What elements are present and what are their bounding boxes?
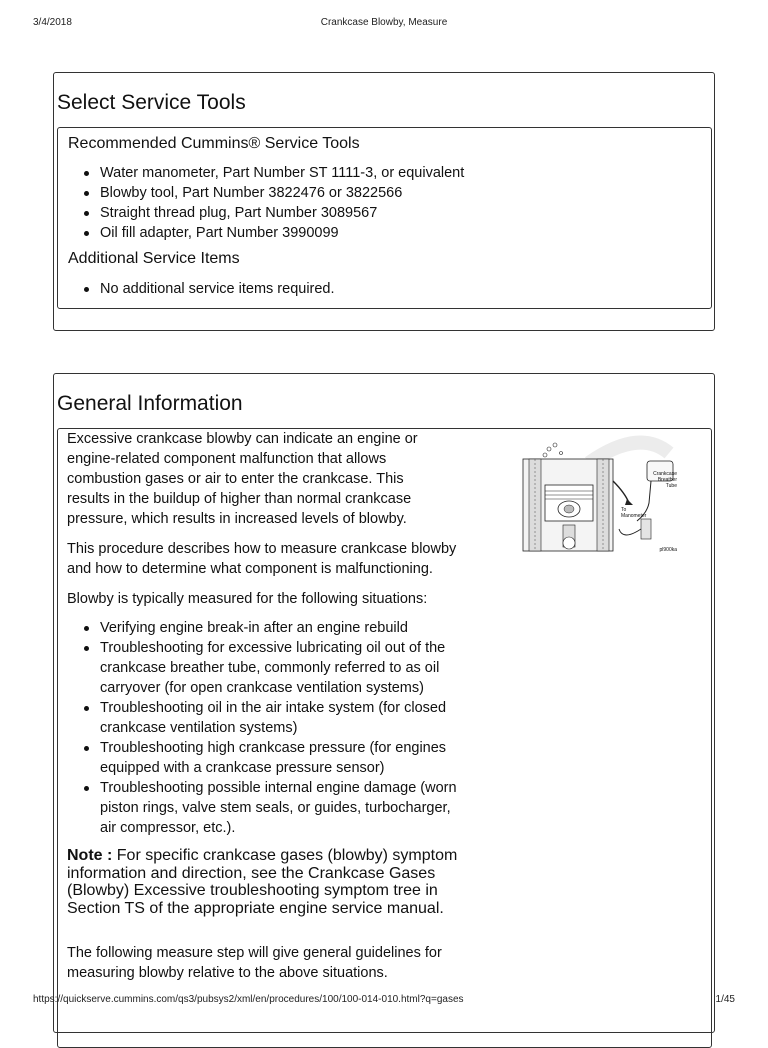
note-label: Note : xyxy=(67,847,113,864)
list-item: Troubleshooting high crankcase pressure (for engines equipped with a crankcase pressure sensor) xyxy=(100,738,457,778)
intro-paragraph: Excessive crankcase blowby can indicate an engine or engine-related component malfunction that allows combustion gases or air to enter the crankcase. This results in the buildup of higher than normal crankcase pressure, which results in increased levels of blowby. xyxy=(67,431,418,527)
figure-id: pl900ka xyxy=(659,547,677,553)
list-item: Troubleshooting possible internal engine damage (worn piston rings, valve stem seals, or guides, turbocharger, air compressor, etc.). xyxy=(100,780,457,836)
page-number: 1/45 xyxy=(715,994,735,1005)
breather-label-line-3: Tube xyxy=(665,483,677,489)
general-info-panel xyxy=(53,373,715,1033)
situations-list xyxy=(70,618,457,838)
service-tools-heading: Select Service Tools xyxy=(57,91,246,114)
procedure-paragraph: This procedure describes how to measure crankcase blowby and how to determine what component is malfunctioning. xyxy=(67,541,457,577)
general-info-content xyxy=(57,428,712,1048)
list-item: Oil fill adapter, Part Number 3990099 xyxy=(100,223,464,243)
list-item: Verifying engine break-in after an engine rebuild xyxy=(100,618,457,638)
recommended-tools-heading: Recommended Cummins® Service Tools xyxy=(68,135,360,152)
source-url[interactable]: https://quickserve.cummins.com/qs3/pubsys2/xml/en/procedures/100/100-014-010.html?q=gases xyxy=(33,994,464,1005)
general-info-heading: General Information xyxy=(57,392,243,415)
service-tools-panel xyxy=(53,72,715,331)
guidelines-paragraph: The following measure step will give general guidelines for measuring blowby relative to the above situations. xyxy=(67,945,442,981)
crankcase-blowby-illustration xyxy=(519,433,679,555)
additional-items-list xyxy=(70,279,335,299)
list-item: Blowby tool, Part Number 3822476 or 3822566 xyxy=(100,183,464,203)
list-item: Water manometer, Part Number ST 1111-3, or equivalent xyxy=(100,165,465,181)
service-tools-content xyxy=(57,127,712,309)
page-title: Crankcase Blowby, Measure xyxy=(320,17,448,28)
breather-label-line-2: Breather xyxy=(657,477,677,483)
breather-label-line-1: Crankcase xyxy=(653,471,677,477)
print-date: 3/4/2018 xyxy=(33,17,72,28)
manometer-label: Manometer xyxy=(621,513,647,519)
list-item: No additional service items required. xyxy=(100,281,335,297)
recommended-tools-list xyxy=(70,163,464,243)
list-item: Troubleshooting for excessive lubricating oil out of the crankcase breather tube, commonly referred to as oil carryover (for open crankcase ventilation systems) xyxy=(100,638,457,698)
list-item: Troubleshooting oil in the air intake system (for closed crankcase ventilation systems) xyxy=(100,698,457,738)
situations-intro: Blowby is typically measured for the following situations: xyxy=(67,591,428,607)
additional-items-heading: Additional Service Items xyxy=(68,250,240,267)
list-item: Straight thread plug, Part Number 3089567 xyxy=(100,203,464,223)
note-text: For specific crankcase gases (blowby) symptom information and direction, see the Crankcase Gases (Blowby) Excessive troubleshooting symptom tree in Section TS of the appropriate engine service manual. xyxy=(67,847,458,917)
note-block xyxy=(67,847,467,917)
to-label: To xyxy=(621,507,627,513)
